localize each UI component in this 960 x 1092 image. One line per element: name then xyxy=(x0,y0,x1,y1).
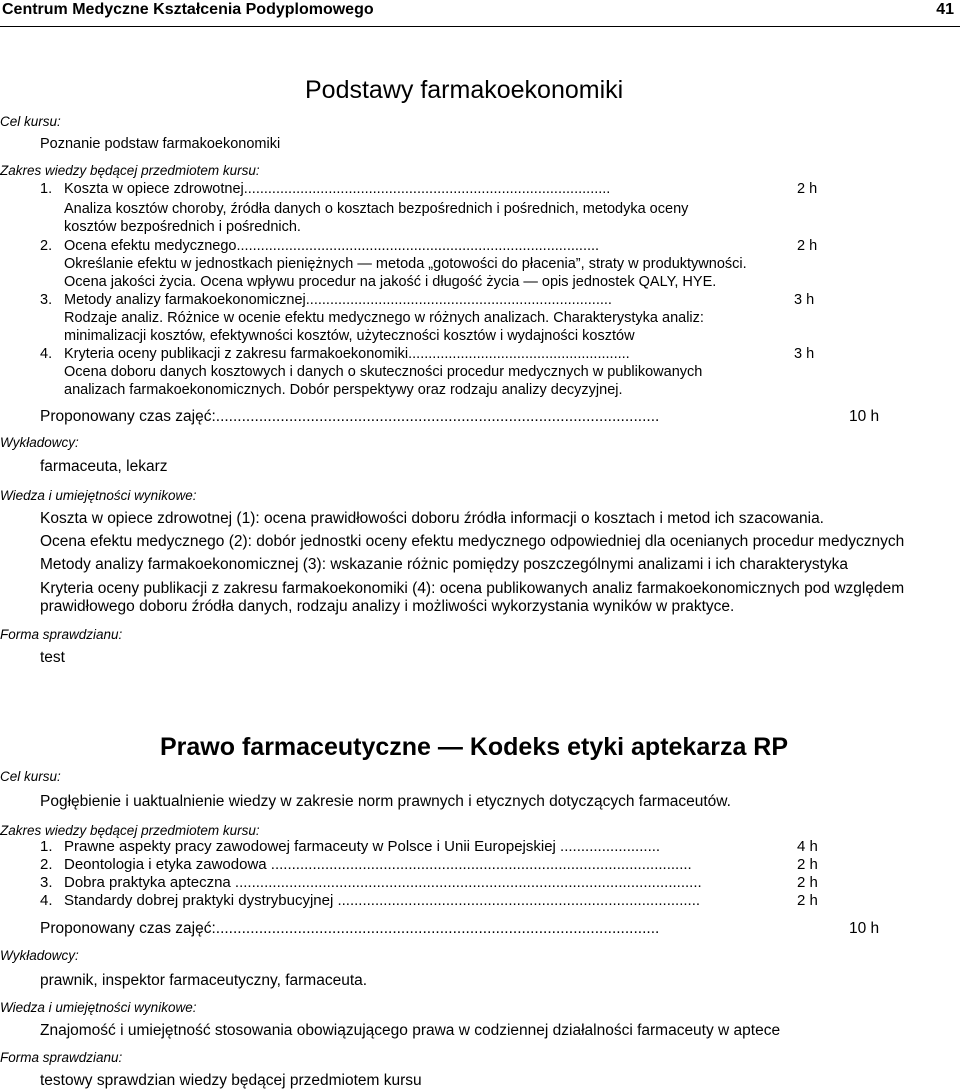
topic-title: Dobra praktyka apteczna ................................................................................................................ xyxy=(64,874,702,891)
proposed-time-label-1: Proponowany czas zajęć:....................................................................................................... xyxy=(40,408,660,425)
lecturers-text-2: prawnik, inspektor farmaceutyczny, farmaceuta. xyxy=(40,972,368,989)
goal-text-2: Pogłębienie i uaktualnienie wiedzy w zakresie norm prawnych i etycznych dotyczących farmaceutów. xyxy=(40,793,731,810)
lecturers-text-1: farmaceuta, lekarz xyxy=(40,458,168,475)
assessment-text-2: testowy sprawdzian wiedzy będącej przedmiotem kursu xyxy=(40,1072,422,1089)
goal-label-2: Cel kursu: xyxy=(0,769,61,784)
page-header xyxy=(0,0,960,27)
goal-text-1: Poznanie podstaw farmakoekonomiki xyxy=(40,136,281,152)
topic-hours: 3 h xyxy=(794,292,815,308)
topic-desc-line: Analiza kosztów choroby, źródła danych o kosztach bezpośrednich i pośrednich, metodyka oceny xyxy=(64,201,689,217)
topic-title: Kryteria oceny publikacji z zakresu farmakoekonomiki....................................................... xyxy=(64,346,630,362)
proposed-time-label-2: Proponowany czas zajęć:....................................................................................................... xyxy=(40,920,660,937)
scope-label-2: Zakres wiedzy będącej przedmiotem kursu: xyxy=(0,823,260,838)
topic-hours: 2 h xyxy=(797,874,818,891)
scope-label-1: Zakres wiedzy będącej przedmiotem kursu: xyxy=(0,163,260,178)
topic-number: 3. xyxy=(40,874,53,891)
lecturers-label-1: Wykładowcy: xyxy=(0,435,79,450)
topic-desc-line: analizach farmakoekonomicznych. Dobór perspektywy oraz rodzaju analizy decyzyjnej. xyxy=(64,382,623,398)
topic-title: Koszta w opiece zdrowotnej........................................................................................... xyxy=(64,181,611,197)
lecturers-label-2: Wykładowcy: xyxy=(0,948,79,963)
topic-desc-line: minimalizacji kosztów, efektywności kosztów, użyteczności kosztów i wydajności kosztów xyxy=(64,328,635,344)
outcomes-label-1: Wiedza i umiejętności wynikowe: xyxy=(0,488,197,503)
topic-title: Ocena efektu medycznego.......................................................................................... xyxy=(64,238,600,254)
course-title-2: Prawo farmaceutyczne — Kodeks etyki aptekarza RP xyxy=(160,733,789,761)
topic-title: Standardy dobrej praktyki dystrybucyjnej ....................................................................................... xyxy=(64,892,701,909)
topic-hours: 2 h xyxy=(797,856,818,873)
topic-item xyxy=(40,856,830,876)
outcome-line: Metody analizy farmakoekonomicznej (3): wskazanie różnic pomiędzy poszczególnymi analizami i ich charakterystyka xyxy=(40,556,849,573)
topic-title: Deontologia i etyka zawodowa ..................................................................................................... xyxy=(64,856,692,873)
topic-desc-line: kosztów bezpośrednich i pośrednich. xyxy=(64,219,301,235)
course-title-1: Podstawy farmakoekonomiki xyxy=(305,76,624,104)
topic-number: 4. xyxy=(40,892,53,909)
topic-title: Metody analizy farmakoekonomicznej............................................................................ xyxy=(64,292,612,308)
outcomes-text-2: Znajomość i umiejętność stosowania obowiązującego prawa w codziennej działalności farmaceuty w aptece xyxy=(40,1022,781,1039)
header-title: Centrum Medyczne Kształcenia Podyplomowego xyxy=(2,1,374,18)
topic-item xyxy=(40,237,820,255)
topic-hours: 2 h xyxy=(797,238,818,254)
assessment-text-1: test xyxy=(40,649,65,666)
topic-number: 1. xyxy=(40,181,53,197)
outcome-line: Kryteria oceny publikacji z zakresu farmakoekonomiki (4): ocena publikowanych analiz farmakoekonomicznych pod względem xyxy=(40,580,905,597)
assessment-label-2: Forma sprawdzianu: xyxy=(0,1050,123,1065)
proposed-time-value-1: 10 h xyxy=(849,408,880,425)
topic-title: Prawne aspekty pracy zawodowej farmaceuty w Polsce i Unii Europejskiej ........................ xyxy=(64,838,661,855)
topic-number: 1. xyxy=(40,838,53,855)
topic-desc-line: Ocena doboru danych kosztowych i danych o skuteczności procedur medycznych w publikowanych xyxy=(64,364,703,380)
topic-number: 3. xyxy=(40,292,53,308)
outcome-line: prawidłowego doboru źródła danych, rodzaju analizy i możliwości wykorzystania wyników w praktyce. xyxy=(40,598,735,615)
outcomes-label-2: Wiedza i umiejętności wynikowe: xyxy=(0,1000,197,1015)
page-number: 41 xyxy=(936,1,954,18)
topic-item xyxy=(40,892,830,912)
assessment-label-1: Forma sprawdzianu: xyxy=(0,627,123,642)
topic-hours: 4 h xyxy=(797,838,818,855)
topic-desc-line: Określanie efektu w jednostkach pieniężnych — metoda „gotowości do płacenia”, straty w produktywności. xyxy=(64,256,747,272)
topic-hours: 2 h xyxy=(797,181,818,197)
topic-hours: 3 h xyxy=(794,346,815,362)
topic-item xyxy=(40,345,820,363)
outcome-line: Koszta w opiece zdrowotnej (1): ocena prawidłowości doboru źródła informacji o kosztach i metod ich szacowania. xyxy=(40,510,824,527)
topic-hours: 2 h xyxy=(797,892,818,909)
topic-number: 2. xyxy=(40,238,53,254)
topic-item xyxy=(40,838,830,858)
topic-desc-line: Ocena jakości życia. Ocena wpływu procedur na jakość i długość życia — opis jednostek QALY, HYE. xyxy=(64,274,717,290)
topic-item xyxy=(40,180,820,198)
topic-number: 2. xyxy=(40,856,53,873)
proposed-time-value-2: 10 h xyxy=(849,920,880,937)
topic-desc-line: Rodzaje analiz. Różnice w ocenie efektu medycznego w różnych analizach. Charakterystyka analiz: xyxy=(64,310,704,326)
outcome-line: Ocena efektu medycznego (2): dobór jednostki oceny efektu medycznego odpowiedniej dla ocenianych procedur medycznych xyxy=(40,533,905,550)
goal-label-1: Cel kursu: xyxy=(0,114,61,129)
topic-number: 4. xyxy=(40,346,53,362)
topic-item xyxy=(40,874,830,894)
topic-item xyxy=(40,291,820,309)
